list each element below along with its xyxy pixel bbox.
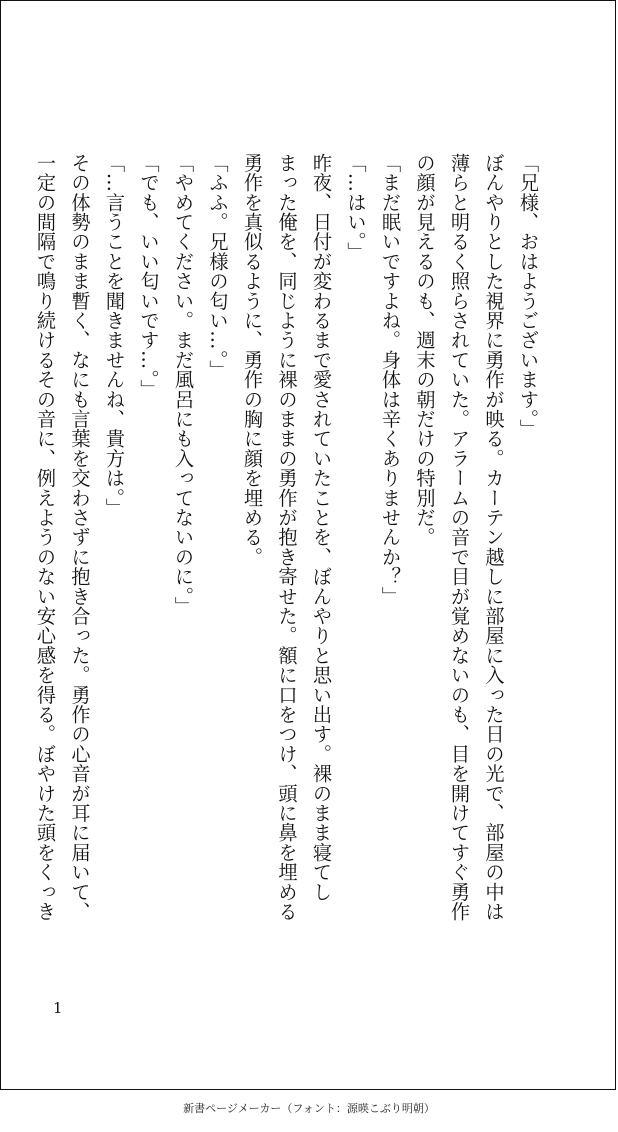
text-line-7: 昨夜、日付が変わるまで愛されていたことを、ぼんやりと思い出す。裸のまま寝てし [310,153,333,902]
text-line-8: まった俺を、同じように裸のままの勇作が抱き寄せた。額に口をつけ、頭に鼻を埋める [275,153,299,922]
text-line-14: その体勢のまま暫く、なにも言葉を交わさずに抱き合った。勇作の心音が耳に届いて、 [68,153,92,922]
text-line-12: 「でも、いい匂いです…。」 [137,153,161,400]
text-line-10: 「ふふ。兄様の匂い…。」 [206,153,230,380]
text-line-3: 薄らと明るく照らされていた。アラームの音で目が覚めないのも、目を開けてすぐ勇作 [448,153,471,922]
vertical-body-text [34,153,545,923]
text-line-5: 「まだ眠いですよね。身体は辛くありませんか？」 [379,153,402,607]
text-line-2: ぼんやりとした視界に勇作が映る。カーテン越しに部屋に入った日の光で、部屋の中は [482,153,506,922]
text-line-11: 「やめてください。まだ風呂にも入ってないのに。」 [172,153,195,617]
text-line-13: 「…言うことを聞きませんね、貴方は。」 [103,153,126,518]
footer-caption: 新書ページメーカー（フォント：源暎こぶり明朝） [183,1102,435,1115]
text-line-6: 「…はい。」 [344,153,368,262]
text-line-4: の顔が見えるのも、週末の朝だけの特別だ。 [413,153,437,547]
text-line-15: 一定の間隔で鳴り続けるその音に、例えようのない安心感を得る。ぼやけた頭をくっき [34,153,57,922]
text-line-9: 勇作を真似るように、勇作の胸に顔を埋める。 [241,153,264,567]
page-number: 1 [53,999,63,1017]
text-line-1: 「兄様、おはようございます。」 [517,153,540,439]
